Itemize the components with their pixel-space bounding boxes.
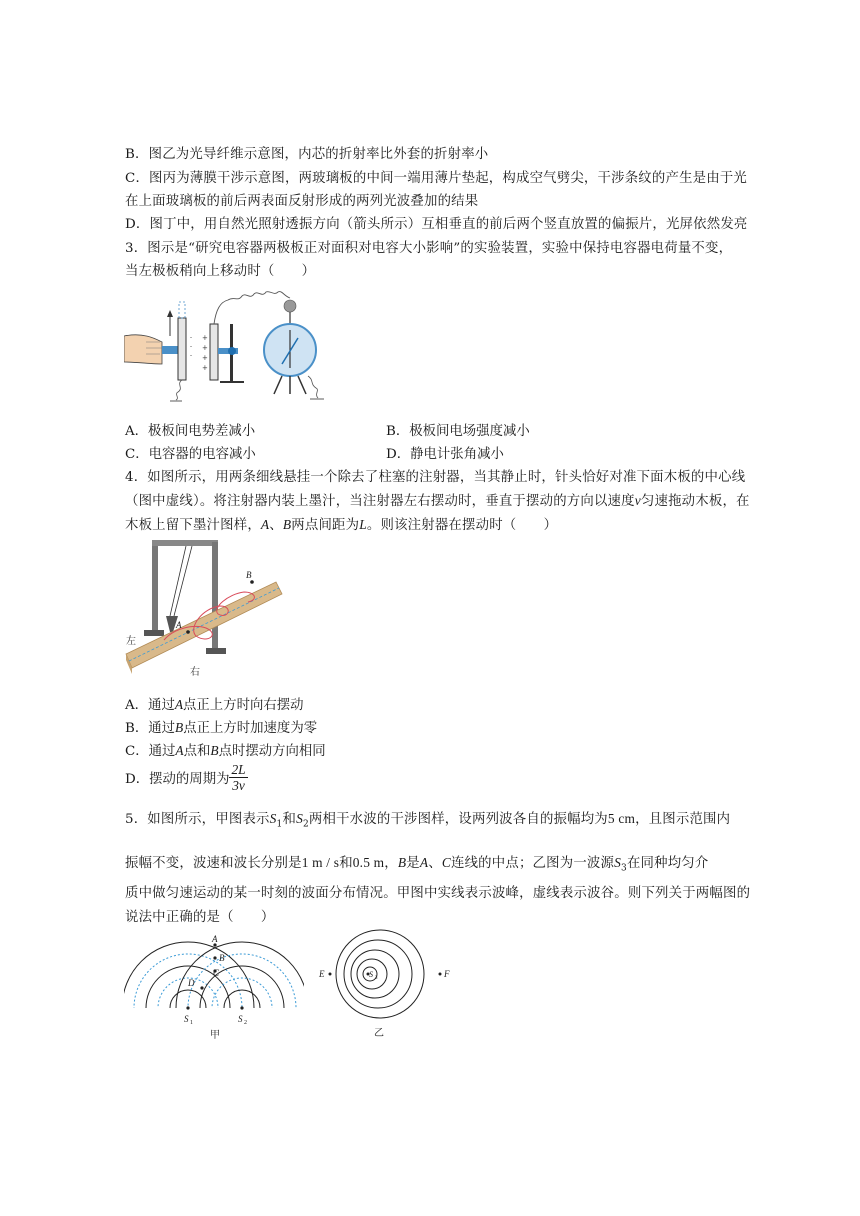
svg-text:3: 3 bbox=[375, 976, 378, 981]
q4-option-c: C．通过A点和B点时摆动方向相同 bbox=[125, 743, 326, 759]
q3-stem-line1: 3．图示是“研究电容器两极板正对面积对电容大小影响”的实验装置，实验中保持电容器电荷量不变， bbox=[125, 241, 733, 256]
q5-stem-line3: 质中做匀速运动的某一时刻的波面分布情况。甲图中实线表示波峰，虚线表示波谷。则下列关于两幅图的 bbox=[125, 886, 751, 901]
q3-option-b: B．极板间电场强度减小 bbox=[386, 424, 530, 439]
q5-stem-line2: 振幅不变，波速和波长分别是1 m / s和0.5 m，B是A、C连线的中点；乙图为一波源$S_3$在同种均匀介 bbox=[125, 855, 709, 874]
svg-text:+: + bbox=[202, 344, 208, 352]
svg-text:A: A bbox=[176, 620, 182, 630]
svg-text:F: F bbox=[444, 969, 450, 979]
svg-text:E: E bbox=[319, 969, 325, 979]
q4-stem-line1: 4．如图所示，用两条细线悬挂一个除去了柱塞的注射器，当其静止时，针头恰好对准下面木板的中心线 bbox=[125, 470, 746, 485]
svg-text:A: A bbox=[212, 934, 218, 944]
svg-text:+: + bbox=[202, 334, 208, 342]
svg-text:C: C bbox=[213, 968, 220, 978]
svg-text:右: 右 bbox=[190, 667, 200, 678]
capacitor-electroscope-figure bbox=[124, 284, 334, 404]
moving-source-wavefront-yi-figure bbox=[316, 926, 456, 1040]
q3-option-c: C．电容器的电容减小 bbox=[125, 447, 256, 462]
q3-option-d: D．静电计张角减小 bbox=[386, 447, 504, 462]
q2-option-d: D．图丁中，用自然光照射透振方向（箭头所示）互相垂直的前后两个竖直放置的偏振片，光屏依然发亮 bbox=[125, 217, 748, 232]
svg-text:B: B bbox=[246, 570, 252, 580]
q2-option-c-line1: C．图丙为薄膜干涉示意图，两玻璃板的中间一端用薄片垫起，构成空气劈尖，干涉条纹的产生是由于光 bbox=[125, 171, 748, 186]
q2-option-c-line2: 在上面玻璃板的前后两表面反射形成的两列光波叠加的结果 bbox=[125, 194, 479, 209]
svg-text:-: - bbox=[190, 343, 193, 350]
svg-text:-: - bbox=[190, 352, 193, 359]
svg-text:-: - bbox=[190, 334, 193, 341]
q4-stem-line3: 木板上留下墨汁图样，A、B两点间距为L。则该注射器在摆动时（ ） bbox=[125, 517, 558, 533]
q5-stem-line4: 说法中正确的是（ ） bbox=[125, 910, 275, 925]
svg-text:2: 2 bbox=[244, 1020, 247, 1026]
q5-stem-line1: 5．如图所示，甲图表示$S_1$和$S_2$两相干水波的干涉图样，设两列波各自的振幅均为5 cm，且图示范围内 bbox=[125, 811, 731, 830]
q4-option-a: A．通过A点正上方时向右摆动 bbox=[125, 697, 304, 713]
q4-option-b: B．通过B点正上方时加速度为零 bbox=[125, 720, 318, 736]
q2-option-b: B．图乙为光导纤维示意图，内芯的折射率比外套的折射率小 bbox=[125, 147, 489, 162]
svg-text:甲: 甲 bbox=[210, 1030, 220, 1040]
period-fraction: $\frac{2L}{3v}$ bbox=[231, 762, 246, 793]
svg-text:S: S bbox=[238, 1014, 243, 1024]
q3-stem-line2: 当左极板稍向上移动时（ ） bbox=[125, 264, 316, 279]
q4-stem-line2: （图中虚线）。将注射器内装上墨汁，当注射器左右摆动时，垂直于摆动的方向以速度v匀速拖动木板，在 bbox=[125, 493, 750, 509]
svg-text:S: S bbox=[184, 1014, 189, 1024]
svg-text:左: 左 bbox=[126, 636, 136, 647]
syringe-pendulum-figure bbox=[124, 536, 284, 678]
interference-pattern-jia-figure bbox=[124, 930, 304, 1040]
svg-text:+: + bbox=[202, 364, 208, 372]
svg-text:+: + bbox=[202, 354, 208, 362]
svg-text:乙: 乙 bbox=[374, 1028, 384, 1039]
svg-text:B: B bbox=[219, 953, 225, 963]
svg-text:S: S bbox=[369, 970, 373, 979]
q4-option-d: D．摆动的周期为 $\frac{2L}{3v}$ bbox=[125, 762, 246, 793]
svg-text:1: 1 bbox=[190, 1020, 193, 1026]
svg-text:D: D bbox=[188, 978, 195, 988]
q3-option-a: A．极板间电势差减小 bbox=[125, 424, 256, 439]
